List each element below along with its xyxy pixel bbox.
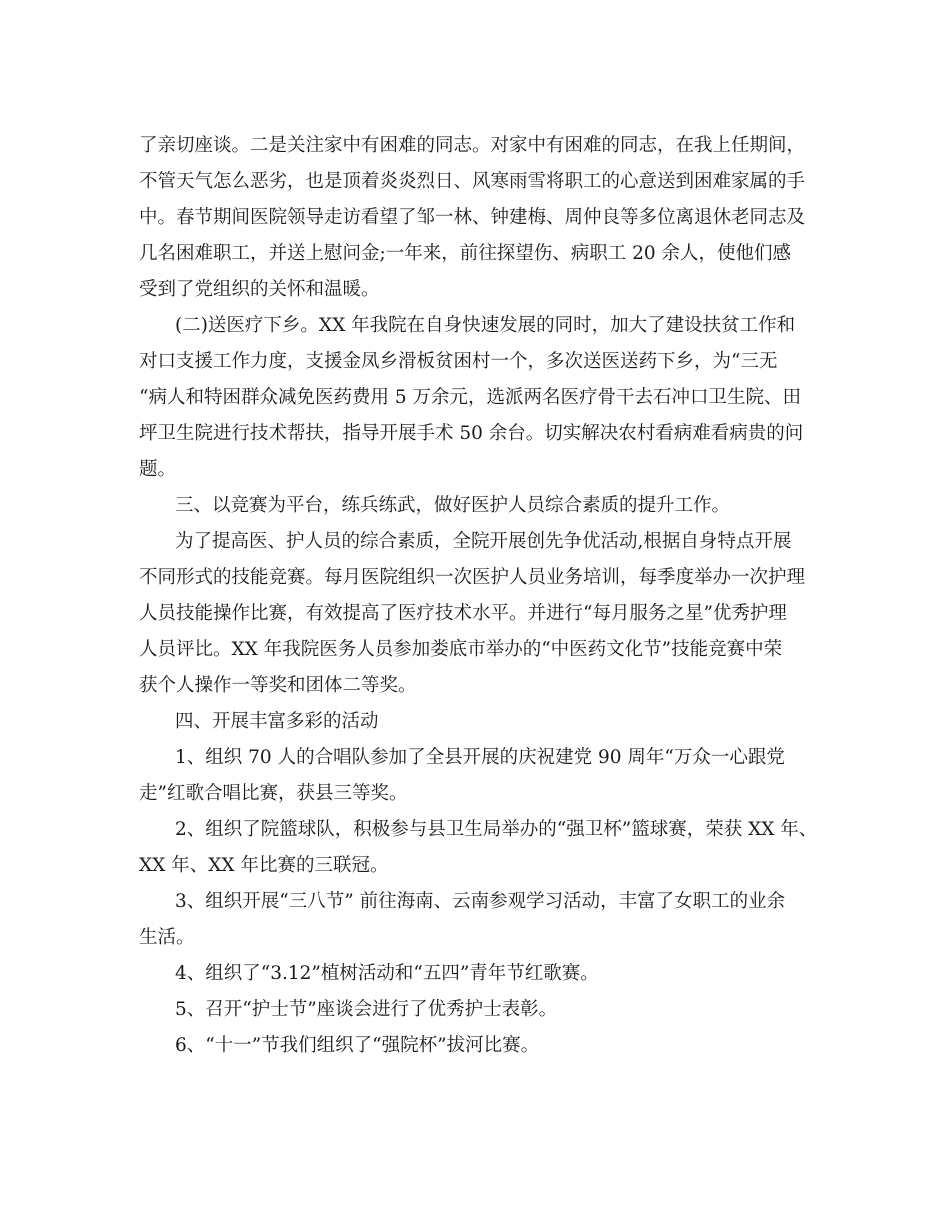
body-line: 坪卫生院进行技术帮扶，指导开展手术 50 余台。切实解决农村看病难看病贵的问	[139, 423, 804, 444]
document-body	[139, 128, 829, 1064]
body-line: 获个人操作一等奖和团体二等奖。	[139, 675, 417, 696]
body-line: 了亲切座谈。二是关注家中有困难的同志。对家中有困难的同志，在我上任期间，	[139, 135, 806, 156]
paragraph-start: 为了提高医、护人员的综合素质，全院开展创先争优活动,根据自身特点开展	[175, 531, 792, 552]
section-heading: 四、开展丰富多彩的活动	[175, 711, 379, 732]
body-line: 走”红歌合唱比赛，获县三等奖。	[139, 783, 408, 804]
section-heading: 三、以竞赛为平台，练兵练武，做好医护人员综合素质的提升工作。	[175, 495, 731, 516]
body-line: 不同形式的技能竞赛。每月医院组织一次医护人员业务培训，每季度举办一次护理	[139, 567, 806, 588]
body-line: 中。春节期间医院领导走访看望了邹一林、钟建梅、周仲良等多位离退休老同志及	[139, 207, 806, 228]
body-line: 题。	[139, 459, 177, 480]
body-line: 人员技能操作比赛，有效提高了医疗技术水平。并进行“每月服务之星”优秀护理	[139, 603, 787, 624]
body-line: 不管天气怎么恶劣，也是顶着炎炎烈日、风寒雨雪将职工的心意送到困难家属的手	[139, 171, 806, 192]
list-item: 3、组织开展“三八节” 前往海南、云南参观学习活动，丰富了女职工的业余	[175, 891, 786, 912]
list-item: 1、组织 70 人的合唱队参加了全县开展的庆祝建党 90 周年“万众一心跟党	[175, 747, 785, 768]
list-item: 4、组织了“3.12”植树活动和“五四”青年节红歌赛。	[175, 963, 599, 984]
body-line: 几名困难职工，并送上慰问金;一年来，前往探望伤、病职工 20 余人，使他们感	[139, 243, 792, 264]
body-line: 人员评比。XX 年我院医务人员参加娄底市举办的“中医药文化节”技能竞赛中荣	[139, 639, 783, 660]
list-item: 6、“十一”节我们组织了“强院杯”拔河比赛。	[175, 1035, 540, 1056]
body-line: 受到了党组织的关怀和温暖。	[139, 279, 380, 300]
body-line: 生活。	[139, 927, 195, 948]
paragraph-start: (二)送医疗下乡。XX 年我院在自身快速发展的同时，加大了建设扶贫工作和	[175, 315, 796, 336]
body-line: “病人和特困群众减免医药费用 5 万余元，选派两名医疗骨干去石冲口卫生院、田	[139, 387, 801, 408]
list-item: 5、召开“护士节”座谈会进行了优秀护士表彰。	[175, 999, 558, 1020]
body-line: 对口支援工作力度，支援金凤乡滑板贫困村一个，多次送医送药下乡，为“三无	[139, 351, 778, 372]
body-line: XX 年、XX 年比赛的三联冠。	[139, 855, 389, 876]
list-item: 2、组织了院篮球队，积极参与县卫生局举办的“强卫杯”篮球赛，荣获 XX 年、	[175, 819, 818, 840]
